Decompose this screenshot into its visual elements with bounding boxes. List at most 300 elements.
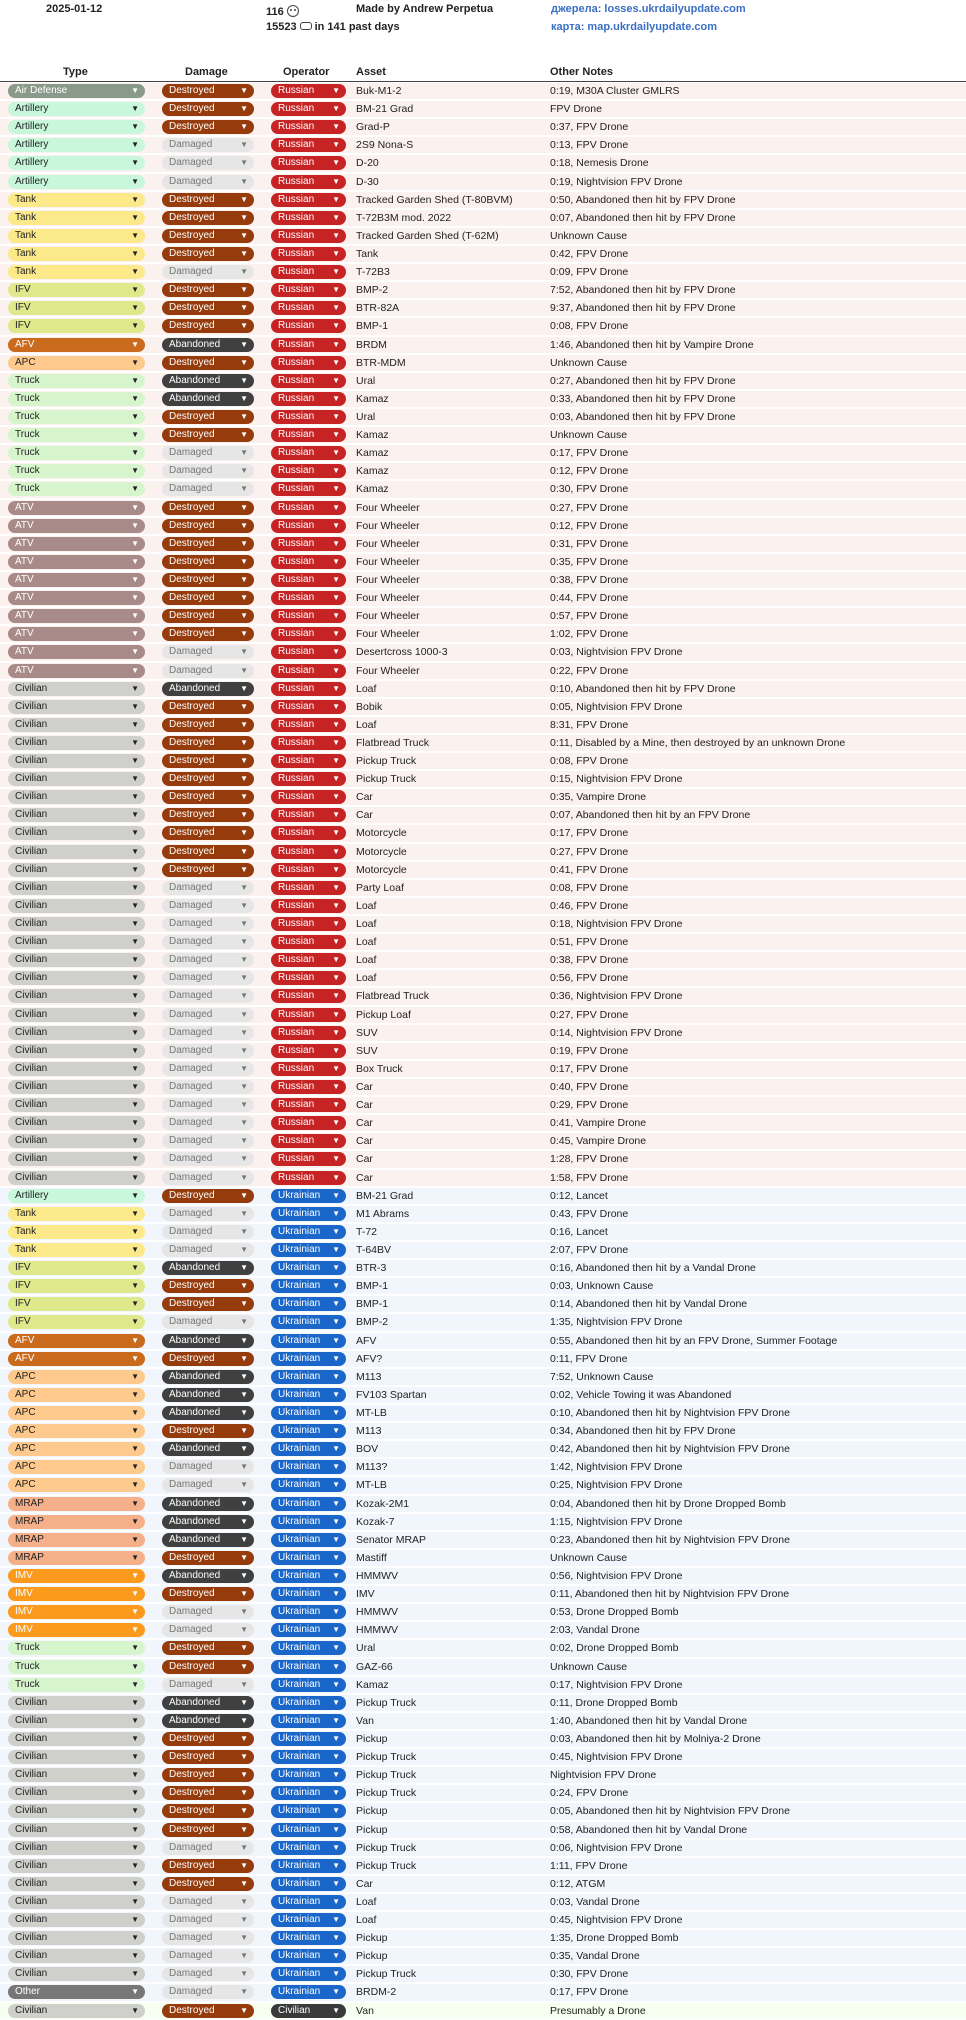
damage-dropdown[interactable]: [162, 410, 254, 424]
notes-cell[interactable]: 0:07, Abandoned then hit by an FPV Drone: [550, 809, 751, 822]
damage-dropdown[interactable]: [162, 537, 254, 551]
notes-cell[interactable]: 0:02, Vehicle Towing it was Abandoned: [550, 1388, 732, 1401]
operator-dropdown[interactable]: [271, 1352, 346, 1366]
asset-cell[interactable]: Car: [356, 809, 373, 822]
notes-cell[interactable]: 0:16, Lancet: [550, 1225, 608, 1238]
asset-cell[interactable]: BM-21 Grad: [356, 1189, 414, 1202]
operator-dropdown[interactable]: [271, 1804, 346, 1818]
notes-cell[interactable]: 1:42, Nightvision FPV Drone: [550, 1461, 683, 1474]
type-dropdown[interactable]: [8, 2004, 145, 2018]
notes-cell[interactable]: 0:33, Abandoned then hit by FPV Drone: [550, 392, 736, 405]
asset-cell[interactable]: BMP-1: [356, 320, 389, 333]
notes-cell[interactable]: 0:45, Nightvision FPV Drone: [550, 1751, 683, 1764]
damage-dropdown[interactable]: [162, 1949, 254, 1963]
type-dropdown[interactable]: [8, 1171, 145, 1185]
operator-dropdown[interactable]: [271, 808, 346, 822]
notes-cell[interactable]: 0:53, Drone Dropped Bomb: [550, 1606, 679, 1619]
damage-dropdown[interactable]: [162, 1823, 254, 1837]
type-dropdown[interactable]: [8, 1895, 145, 1909]
notes-cell[interactable]: 0:41, Vampire Drone: [550, 1117, 647, 1130]
type-dropdown[interactable]: [8, 120, 145, 134]
notes-cell[interactable]: Unknown Cause: [550, 429, 628, 442]
operator-dropdown[interactable]: [271, 573, 346, 587]
operator-dropdown[interactable]: [271, 1134, 346, 1148]
asset-cell[interactable]: Kozak-2M1: [356, 1497, 410, 1510]
type-dropdown[interactable]: [8, 537, 145, 551]
asset-cell[interactable]: IMV: [356, 1588, 375, 1601]
notes-cell[interactable]: 0:27, Abandoned then hit by FPV Drone: [550, 374, 736, 387]
notes-cell[interactable]: 0:23, Abandoned then hit by Nightvision FPV Drone: [550, 1533, 790, 1546]
notes-cell[interactable]: 0:44, FPV Drone: [550, 592, 629, 605]
type-dropdown[interactable]: [8, 863, 145, 877]
asset-cell[interactable]: Buk-M1-2: [356, 85, 402, 97]
damage-dropdown[interactable]: [162, 1008, 254, 1022]
asset-cell[interactable]: D-20: [356, 157, 379, 170]
asset-cell[interactable]: D-30: [356, 175, 379, 188]
damage-dropdown[interactable]: [162, 1804, 254, 1818]
type-dropdown[interactable]: [8, 1551, 145, 1565]
damage-dropdown[interactable]: [162, 1062, 254, 1076]
operator-dropdown[interactable]: [271, 1008, 346, 1022]
operator-dropdown[interactable]: [271, 826, 346, 840]
damage-dropdown[interactable]: [162, 1442, 254, 1456]
damage-dropdown[interactable]: [162, 1134, 254, 1148]
damage-dropdown[interactable]: [162, 1841, 254, 1855]
notes-cell[interactable]: 1:28, FPV Drone: [550, 1153, 629, 1166]
damage-dropdown[interactable]: [162, 1080, 254, 1094]
operator-dropdown[interactable]: [271, 1297, 346, 1311]
operator-dropdown[interactable]: [271, 1026, 346, 1040]
asset-cell[interactable]: Pickup Truck: [356, 1696, 417, 1709]
operator-dropdown[interactable]: [271, 1098, 346, 1112]
damage-dropdown[interactable]: [162, 1569, 254, 1583]
type-dropdown[interactable]: [8, 1696, 145, 1710]
notes-cell[interactable]: 0:35, FPV Drone: [550, 555, 629, 568]
damage-dropdown[interactable]: [162, 156, 254, 170]
operator-dropdown[interactable]: [271, 1388, 346, 1402]
notes-cell[interactable]: 0:25, Nightvision FPV Drone: [550, 1479, 683, 1492]
damage-dropdown[interactable]: [162, 790, 254, 804]
damage-dropdown[interactable]: [162, 211, 254, 225]
asset-cell[interactable]: Four Wheeler: [356, 555, 420, 568]
damage-dropdown[interactable]: [162, 1660, 254, 1674]
operator-dropdown[interactable]: [271, 1497, 346, 1511]
operator-dropdown[interactable]: [271, 1207, 346, 1221]
notes-cell[interactable]: 0:03, Abandoned then hit by FPV Drone: [550, 410, 736, 423]
type-dropdown[interactable]: [8, 319, 145, 333]
operator-dropdown[interactable]: [271, 989, 346, 1003]
col-damage[interactable]: Damage: [185, 66, 228, 78]
notes-cell[interactable]: 0:27, FPV Drone: [550, 1008, 629, 1021]
damage-dropdown[interactable]: [162, 1931, 254, 1945]
type-dropdown[interactable]: [8, 1967, 145, 1981]
type-dropdown[interactable]: [8, 501, 145, 515]
notes-cell[interactable]: 0:11, Disabled by a Mine, then destroyed by an unknown Drone: [550, 736, 846, 749]
asset-cell[interactable]: Pickup: [356, 1732, 388, 1745]
type-dropdown[interactable]: [8, 1660, 145, 1674]
asset-cell[interactable]: T-72B3M mod. 2022: [356, 211, 452, 224]
damage-dropdown[interactable]: [162, 1985, 254, 1999]
type-dropdown[interactable]: [8, 1334, 145, 1348]
damage-dropdown[interactable]: [162, 700, 254, 714]
notes-cell[interactable]: 0:27, FPV Drone: [550, 501, 629, 514]
notes-cell[interactable]: 0:37, FPV Drone: [550, 121, 629, 134]
type-dropdown[interactable]: [8, 1859, 145, 1873]
asset-cell[interactable]: MT-LB: [356, 1479, 387, 1492]
type-dropdown[interactable]: [8, 356, 145, 370]
damage-dropdown[interactable]: [162, 1678, 254, 1692]
type-dropdown[interactable]: [8, 1877, 145, 1891]
type-dropdown[interactable]: [8, 736, 145, 750]
notes-cell[interactable]: 0:34, Abandoned then hit by FPV Drone: [550, 1425, 736, 1438]
asset-cell[interactable]: BMP-2: [356, 284, 389, 297]
damage-dropdown[interactable]: [162, 1895, 254, 1909]
type-dropdown[interactable]: [8, 1152, 145, 1166]
asset-cell[interactable]: Pickup: [356, 1932, 388, 1945]
type-dropdown[interactable]: [8, 1823, 145, 1837]
operator-dropdown[interactable]: [271, 1641, 346, 1655]
operator-dropdown[interactable]: [271, 971, 346, 985]
operator-dropdown[interactable]: [271, 482, 346, 496]
notes-cell[interactable]: 0:08, FPV Drone: [550, 320, 629, 333]
asset-cell[interactable]: HMMWV: [356, 1624, 398, 1637]
damage-dropdown[interactable]: [162, 1406, 254, 1420]
notes-cell[interactable]: 0:07, Abandoned then hit by FPV Drone: [550, 211, 736, 224]
damage-dropdown[interactable]: [162, 84, 254, 98]
asset-cell[interactable]: Senator MRAP: [356, 1533, 427, 1546]
operator-dropdown[interactable]: [271, 1171, 346, 1185]
asset-cell[interactable]: HMMWV: [356, 1569, 398, 1582]
damage-dropdown[interactable]: [162, 319, 254, 333]
operator-dropdown[interactable]: [271, 736, 346, 750]
type-dropdown[interactable]: [8, 1478, 145, 1492]
notes-cell[interactable]: 2:03, Vandal Drone: [550, 1624, 640, 1637]
notes-cell[interactable]: 0:12, ATGM: [550, 1877, 606, 1890]
asset-cell[interactable]: Grad-P: [356, 121, 390, 134]
type-dropdown[interactable]: [8, 1714, 145, 1728]
damage-dropdown[interactable]: [162, 501, 254, 515]
asset-cell[interactable]: HMMWV: [356, 1606, 398, 1619]
operator-dropdown[interactable]: [271, 1660, 346, 1674]
type-dropdown[interactable]: [8, 1678, 145, 1692]
type-dropdown[interactable]: [8, 1098, 145, 1112]
damage-dropdown[interactable]: [162, 1750, 254, 1764]
type-dropdown[interactable]: [8, 265, 145, 279]
damage-dropdown[interactable]: [162, 283, 254, 297]
notes-cell[interactable]: 0:19, FPV Drone: [550, 1044, 629, 1057]
type-dropdown[interactable]: [8, 464, 145, 478]
damage-dropdown[interactable]: [162, 1026, 254, 1040]
type-dropdown[interactable]: [8, 917, 145, 931]
notes-cell[interactable]: 0:17, Nightvision FPV Drone: [550, 1678, 683, 1691]
asset-cell[interactable]: Four Wheeler: [356, 519, 420, 532]
operator-dropdown[interactable]: [271, 1714, 346, 1728]
notes-cell[interactable]: 0:12, FPV Drone: [550, 465, 629, 478]
notes-cell[interactable]: 0:03, Nightvision FPV Drone: [550, 646, 683, 659]
operator-dropdown[interactable]: [271, 537, 346, 551]
operator-dropdown[interactable]: [271, 881, 346, 895]
asset-cell[interactable]: T-72B3: [356, 266, 390, 279]
type-dropdown[interactable]: [8, 1261, 145, 1275]
notes-cell[interactable]: 1:15, Nightvision FPV Drone: [550, 1515, 683, 1528]
damage-dropdown[interactable]: [162, 175, 254, 189]
damage-dropdown[interactable]: [162, 573, 254, 587]
type-dropdown[interactable]: [8, 1949, 145, 1963]
operator-dropdown[interactable]: [271, 718, 346, 732]
type-dropdown[interactable]: [8, 1732, 145, 1746]
asset-cell[interactable]: Kamaz: [356, 483, 389, 496]
type-dropdown[interactable]: [8, 392, 145, 406]
notes-cell[interactable]: 7:52, Unknown Cause: [550, 1370, 654, 1383]
type-dropdown[interactable]: [8, 1605, 145, 1619]
type-dropdown[interactable]: [8, 1424, 145, 1438]
damage-dropdown[interactable]: [162, 338, 254, 352]
col-asset[interactable]: Asset: [356, 66, 386, 78]
asset-cell[interactable]: T-64BV: [356, 1244, 392, 1256]
notes-cell[interactable]: 0:30, FPV Drone: [550, 483, 629, 496]
asset-cell[interactable]: Pickup Truck: [356, 1769, 417, 1782]
asset-cell[interactable]: Loaf: [356, 918, 377, 931]
asset-cell[interactable]: BM-21 Grad: [356, 103, 414, 116]
damage-dropdown[interactable]: [162, 1732, 254, 1746]
damage-dropdown[interactable]: [162, 645, 254, 659]
asset-cell[interactable]: BMP-2: [356, 1316, 389, 1329]
damage-dropdown[interactable]: [162, 1533, 254, 1547]
operator-dropdown[interactable]: [271, 1859, 346, 1873]
type-dropdown[interactable]: [8, 1062, 145, 1076]
asset-cell[interactable]: BRDM-2: [356, 1986, 397, 1999]
type-dropdown[interactable]: [8, 1008, 145, 1022]
type-dropdown[interactable]: [8, 247, 145, 261]
asset-cell[interactable]: M113: [356, 1425, 382, 1438]
notes-cell[interactable]: Unknown Cause: [550, 1551, 628, 1564]
notes-cell[interactable]: 0:05, Abandoned then hit by Nightvision FPV Drone: [550, 1805, 790, 1818]
damage-dropdown[interactable]: [162, 138, 254, 152]
damage-dropdown[interactable]: [162, 1605, 254, 1619]
damage-dropdown[interactable]: [162, 464, 254, 478]
operator-dropdown[interactable]: [271, 1189, 346, 1203]
notes-cell[interactable]: 1:40, Abandoned then hit by Vandal Drone: [550, 1714, 748, 1727]
damage-dropdown[interactable]: [162, 1279, 254, 1293]
operator-dropdown[interactable]: [271, 392, 346, 406]
operator-dropdown[interactable]: [271, 1152, 346, 1166]
type-dropdown[interactable]: [8, 1279, 145, 1293]
notes-cell[interactable]: 0:35, Vandal Drone: [550, 1950, 640, 1963]
type-dropdown[interactable]: [8, 664, 145, 678]
damage-dropdown[interactable]: [162, 845, 254, 859]
operator-dropdown[interactable]: [271, 664, 346, 678]
damage-dropdown[interactable]: [162, 356, 254, 370]
operator-dropdown[interactable]: [271, 953, 346, 967]
type-dropdown[interactable]: [8, 718, 145, 732]
asset-cell[interactable]: Flatbread Truck: [356, 990, 429, 1003]
damage-dropdown[interactable]: [162, 772, 254, 786]
type-dropdown[interactable]: [8, 1786, 145, 1800]
notes-cell[interactable]: 0:12, Lancet: [550, 1189, 608, 1202]
operator-dropdown[interactable]: [271, 428, 346, 442]
damage-dropdown[interactable]: [162, 1334, 254, 1348]
asset-cell[interactable]: BMP-1: [356, 1298, 389, 1311]
type-dropdown[interactable]: [8, 989, 145, 1003]
type-dropdown[interactable]: [8, 1533, 145, 1547]
asset-cell[interactable]: FV103 Spartan: [356, 1388, 427, 1401]
notes-cell[interactable]: 0:10, Abandoned then hit by FPV Drone: [550, 682, 736, 695]
notes-cell[interactable]: 0:56, FPV Drone: [550, 972, 629, 985]
operator-dropdown[interactable]: [271, 1334, 346, 1348]
operator-dropdown[interactable]: [271, 138, 346, 152]
notes-cell[interactable]: 0:10, Abandoned then hit by Nightvision FPV Drone: [550, 1406, 790, 1419]
notes-cell[interactable]: 0:19, Nightvision FPV Drone: [550, 175, 683, 188]
type-dropdown[interactable]: [8, 609, 145, 623]
damage-dropdown[interactable]: [162, 2004, 254, 2018]
damage-dropdown[interactable]: [162, 1098, 254, 1112]
damage-dropdown[interactable]: [162, 519, 254, 533]
type-dropdown[interactable]: [8, 1841, 145, 1855]
type-dropdown[interactable]: [8, 374, 145, 388]
operator-dropdown[interactable]: [271, 1460, 346, 1474]
asset-cell[interactable]: AFV: [356, 1334, 377, 1347]
operator-dropdown[interactable]: [271, 1569, 346, 1583]
notes-cell[interactable]: 0:46, FPV Drone: [550, 899, 629, 912]
asset-cell[interactable]: GAZ-66: [356, 1660, 393, 1673]
damage-dropdown[interactable]: [162, 953, 254, 967]
damage-dropdown[interactable]: [162, 193, 254, 207]
type-dropdown[interactable]: [8, 935, 145, 949]
operator-dropdown[interactable]: [271, 1823, 346, 1837]
operator-dropdown[interactable]: [271, 1515, 346, 1529]
operator-dropdown[interactable]: [271, 1841, 346, 1855]
operator-dropdown[interactable]: [271, 682, 346, 696]
asset-cell[interactable]: Four Wheeler: [356, 610, 420, 623]
asset-cell[interactable]: 2S9 Nona-S: [356, 139, 414, 152]
damage-dropdown[interactable]: [162, 627, 254, 641]
operator-dropdown[interactable]: [271, 410, 346, 424]
operator-dropdown[interactable]: [271, 374, 346, 388]
type-dropdown[interactable]: [8, 808, 145, 822]
type-dropdown[interactable]: [8, 1587, 145, 1601]
damage-dropdown[interactable]: [162, 1967, 254, 1981]
asset-cell[interactable]: Pickup Truck: [356, 773, 417, 786]
asset-cell[interactable]: Motorcycle: [356, 827, 407, 840]
operator-dropdown[interactable]: [271, 319, 346, 333]
notes-cell[interactable]: 0:11, FPV Drone: [550, 1352, 628, 1365]
type-dropdown[interactable]: [8, 953, 145, 967]
operator-dropdown[interactable]: [271, 2004, 346, 2018]
asset-cell[interactable]: Mastiff: [356, 1551, 387, 1564]
notes-cell[interactable]: 0:35, Vampire Drone: [550, 791, 647, 804]
damage-dropdown[interactable]: [162, 1515, 254, 1529]
operator-dropdown[interactable]: [271, 1370, 346, 1384]
type-dropdown[interactable]: [8, 1641, 145, 1655]
notes-cell[interactable]: Unknown Cause: [550, 229, 628, 242]
notes-cell[interactable]: 0:43, FPV Drone: [550, 1207, 629, 1220]
asset-cell[interactable]: BTR-3: [356, 1262, 387, 1275]
type-dropdown[interactable]: [8, 899, 145, 913]
type-dropdown[interactable]: [8, 1623, 145, 1637]
asset-cell[interactable]: Kamaz: [356, 392, 389, 405]
asset-cell[interactable]: SUV: [356, 1044, 378, 1057]
type-dropdown[interactable]: [8, 1515, 145, 1529]
asset-cell[interactable]: Loaf: [356, 972, 377, 985]
operator-dropdown[interactable]: [271, 175, 346, 189]
operator-dropdown[interactable]: [271, 1116, 346, 1130]
notes-cell[interactable]: Presumably a Drone: [550, 2004, 646, 2017]
type-dropdown[interactable]: [8, 1804, 145, 1818]
damage-dropdown[interactable]: [162, 1388, 254, 1402]
damage-dropdown[interactable]: [162, 1877, 254, 1891]
operator-dropdown[interactable]: [271, 102, 346, 116]
asset-cell[interactable]: Pickup: [356, 1823, 388, 1836]
notes-cell[interactable]: 1:58, FPV Drone: [550, 1171, 629, 1184]
asset-cell[interactable]: BRDM: [356, 338, 387, 351]
type-dropdown[interactable]: [8, 84, 145, 98]
type-dropdown[interactable]: [8, 1497, 145, 1511]
type-dropdown[interactable]: [8, 1225, 145, 1239]
notes-cell[interactable]: 0:11, Drone Dropped Bomb: [550, 1696, 678, 1709]
notes-cell[interactable]: 0:57, FPV Drone: [550, 610, 629, 623]
damage-dropdown[interactable]: [162, 1297, 254, 1311]
operator-dropdown[interactable]: [271, 555, 346, 569]
damage-dropdown[interactable]: [162, 971, 254, 985]
type-dropdown[interactable]: [8, 1913, 145, 1927]
damage-dropdown[interactable]: [162, 1497, 254, 1511]
damage-dropdown[interactable]: [162, 1859, 254, 1873]
operator-dropdown[interactable]: [271, 1080, 346, 1094]
damage-dropdown[interactable]: [162, 1225, 254, 1239]
notes-cell[interactable]: 7:52, Abandoned then hit by FPV Drone: [550, 284, 736, 297]
damage-dropdown[interactable]: [162, 1786, 254, 1800]
operator-dropdown[interactable]: [271, 247, 346, 261]
operator-dropdown[interactable]: [271, 1406, 346, 1420]
damage-dropdown[interactable]: [162, 1768, 254, 1782]
operator-dropdown[interactable]: [271, 1895, 346, 1909]
notes-cell[interactable]: 0:06, Nightvision FPV Drone: [550, 1841, 683, 1854]
map-link[interactable]: карта: map.ukrdailyupdate.com: [551, 21, 718, 33]
asset-cell[interactable]: MT-LB: [356, 1406, 387, 1419]
asset-cell[interactable]: Four Wheeler: [356, 592, 420, 605]
operator-dropdown[interactable]: [271, 446, 346, 460]
type-dropdown[interactable]: [8, 102, 145, 116]
operator-dropdown[interactable]: [271, 1533, 346, 1547]
type-dropdown[interactable]: [8, 627, 145, 641]
asset-cell[interactable]: Van: [356, 2004, 374, 2017]
damage-dropdown[interactable]: [162, 1352, 254, 1366]
notes-cell[interactable]: 1:11, FPV Drone: [550, 1859, 628, 1872]
damage-dropdown[interactable]: [162, 446, 254, 460]
notes-cell[interactable]: 1:35, Nightvision FPV Drone: [550, 1316, 683, 1329]
operator-dropdown[interactable]: [271, 1877, 346, 1891]
operator-dropdown[interactable]: [271, 156, 346, 170]
operator-dropdown[interactable]: [271, 1424, 346, 1438]
notes-cell[interactable]: 0:17, FPV Drone: [550, 1062, 629, 1075]
asset-cell[interactable]: BTR-MDM: [356, 356, 406, 369]
type-dropdown[interactable]: [8, 591, 145, 605]
type-dropdown[interactable]: [8, 1460, 145, 1474]
operator-dropdown[interactable]: [271, 1623, 346, 1637]
operator-dropdown[interactable]: [271, 1225, 346, 1239]
operator-dropdown[interactable]: [271, 1696, 346, 1710]
damage-dropdown[interactable]: [162, 247, 254, 261]
type-dropdown[interactable]: [8, 301, 145, 315]
damage-dropdown[interactable]: [162, 754, 254, 768]
damage-dropdown[interactable]: [162, 374, 254, 388]
asset-cell[interactable]: Four Wheeler: [356, 628, 420, 641]
damage-dropdown[interactable]: [162, 917, 254, 931]
operator-dropdown[interactable]: [271, 1768, 346, 1782]
asset-cell[interactable]: Pickup: [356, 1805, 388, 1818]
operator-dropdown[interactable]: [271, 1587, 346, 1601]
damage-dropdown[interactable]: [162, 808, 254, 822]
